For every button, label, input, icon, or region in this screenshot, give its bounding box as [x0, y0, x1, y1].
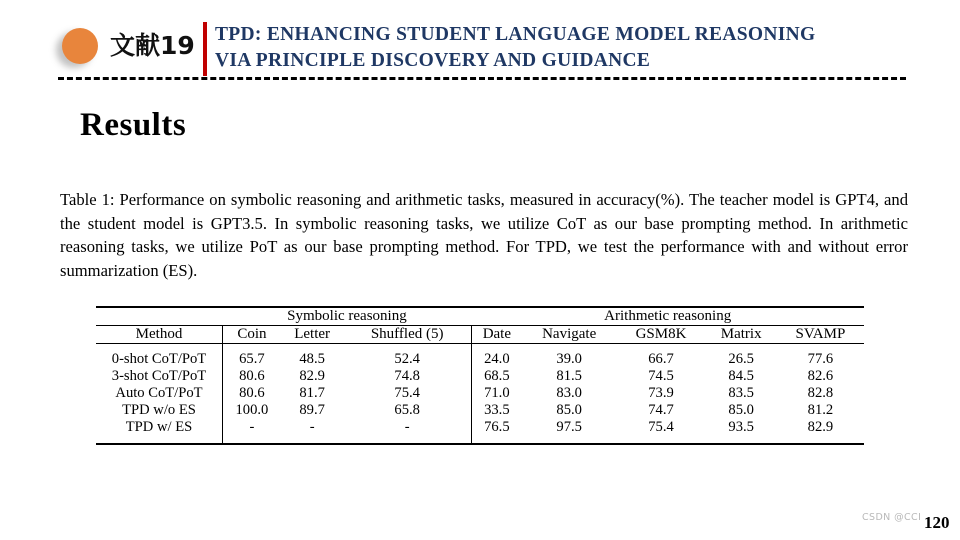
orange-circle-icon [62, 28, 98, 64]
cell-letter: - [309, 419, 315, 435]
cell-gsm8k: 73.9 [648, 385, 674, 401]
results-table-container [96, 306, 864, 445]
cell-date: 33.5 [471, 402, 521, 419]
cell-shuffled: 65.8 [394, 402, 420, 418]
row-method-label: Auto CoT/PoT [115, 385, 203, 401]
cell-matrix: 83.5 [728, 385, 754, 401]
cell-matrix: 26.5 [728, 351, 754, 367]
table-row [96, 419, 864, 444]
cell-gsm8k: 75.4 [648, 419, 674, 435]
cell-letter: 89.7 [299, 402, 325, 418]
column-header-svamp: SVAMP [795, 326, 846, 342]
cell-coin: 80.6 [223, 368, 281, 385]
cell-date: 68.5 [471, 368, 521, 385]
cell-gsm8k: 74.5 [648, 368, 674, 384]
column-header-navigate: Navigate [542, 326, 597, 342]
group-header-empty [96, 308, 223, 326]
row-method-label: 0-shot CoT/PoT [111, 351, 207, 367]
column-header-shuffled: Shuffled (5) [370, 326, 444, 342]
title-accent-bar [203, 22, 207, 76]
cell-navigate: 39.0 [556, 351, 582, 367]
table-row [96, 385, 864, 402]
cell-letter: 48.5 [299, 351, 325, 367]
row-method-label: TPD w/o ES [122, 402, 196, 418]
table-row [96, 344, 864, 368]
table-column-header-row [96, 326, 864, 344]
cell-shuffled: 52.4 [394, 351, 420, 367]
group-header-symbolic: Symbolic reasoning [287, 308, 407, 324]
cell-svamp: 82.9 [807, 419, 834, 435]
page-title [215, 22, 955, 74]
cell-svamp: 82.8 [807, 385, 834, 401]
cell-letter: 81.7 [299, 385, 325, 401]
cell-coin: - [223, 419, 281, 444]
cell-svamp: 81.2 [807, 402, 834, 418]
section-heading: Results [80, 107, 187, 143]
table-group-header-row [96, 308, 864, 326]
column-header-coin: Coin [223, 326, 281, 344]
cell-navigate: 81.5 [556, 368, 582, 384]
table-caption: Table 1: Performance on symbolic reasoning and arithmetic tasks, measured in accuracy(%). The teacher model is GPT4, and the student model is GPT3.5. In symbolic reasoning tasks, we utilize CoT as our base prompting method. In arithmetic reasoning tasks, we utilize PoT as our base prompting method. For TPD, we test the performance with and without error summarization (ES). [60, 190, 908, 280]
cell-coin: 80.6 [223, 385, 281, 402]
page-number: 120 [924, 513, 950, 532]
column-header-letter: Letter [294, 326, 331, 342]
cell-svamp: 82.6 [807, 368, 834, 384]
csdn-watermark: CSDN @CCI [862, 512, 922, 523]
reference-label: 文献19 [110, 31, 195, 60]
header-divider [58, 77, 906, 80]
cell-shuffled: 75.4 [394, 385, 420, 401]
column-header-matrix: Matrix [720, 326, 762, 342]
cell-matrix: 93.5 [728, 419, 754, 435]
cell-coin: 65.7 [223, 344, 281, 368]
results-table-body [96, 307, 864, 445]
cell-matrix: 84.5 [728, 368, 754, 384]
slide-header [0, 0, 960, 84]
cell-shuffled: 74.8 [394, 368, 420, 384]
group-header-arithmetic: Arithmetic reasoning [604, 308, 732, 324]
column-header-method: Method [135, 326, 183, 342]
cell-navigate: 97.5 [556, 419, 582, 435]
cell-svamp: 77.6 [807, 351, 834, 367]
cell-date: 71.0 [471, 385, 521, 402]
page-title-line-2: VIA PRINCIPLE DISCOVERY AND GUIDANCE [215, 50, 651, 71]
cell-date: 76.5 [471, 419, 521, 444]
column-header-date: Date [471, 326, 521, 344]
cell-gsm8k: 66.7 [648, 351, 674, 367]
table-rule-bottom [96, 444, 864, 445]
cell-navigate: 83.0 [556, 385, 582, 401]
cell-matrix: 85.0 [728, 402, 754, 418]
table-row [96, 402, 864, 419]
column-header-gsm8k: GSM8K [635, 326, 687, 342]
results-table [96, 306, 864, 445]
cell-shuffled: - [404, 419, 410, 435]
cell-navigate: 85.0 [556, 402, 582, 418]
cell-letter: 82.9 [299, 368, 325, 384]
page-title-line-1: TPD: ENHANCING STUDENT LANGUAGE MODEL REASONING [215, 24, 816, 45]
cell-gsm8k: 74.7 [648, 402, 674, 418]
cell-coin: 100.0 [223, 402, 281, 419]
table-row [96, 368, 864, 385]
cell-date: 24.0 [471, 344, 521, 368]
row-method-label: TPD w/ ES [125, 419, 193, 435]
row-method-label: 3-shot CoT/PoT [111, 368, 207, 384]
